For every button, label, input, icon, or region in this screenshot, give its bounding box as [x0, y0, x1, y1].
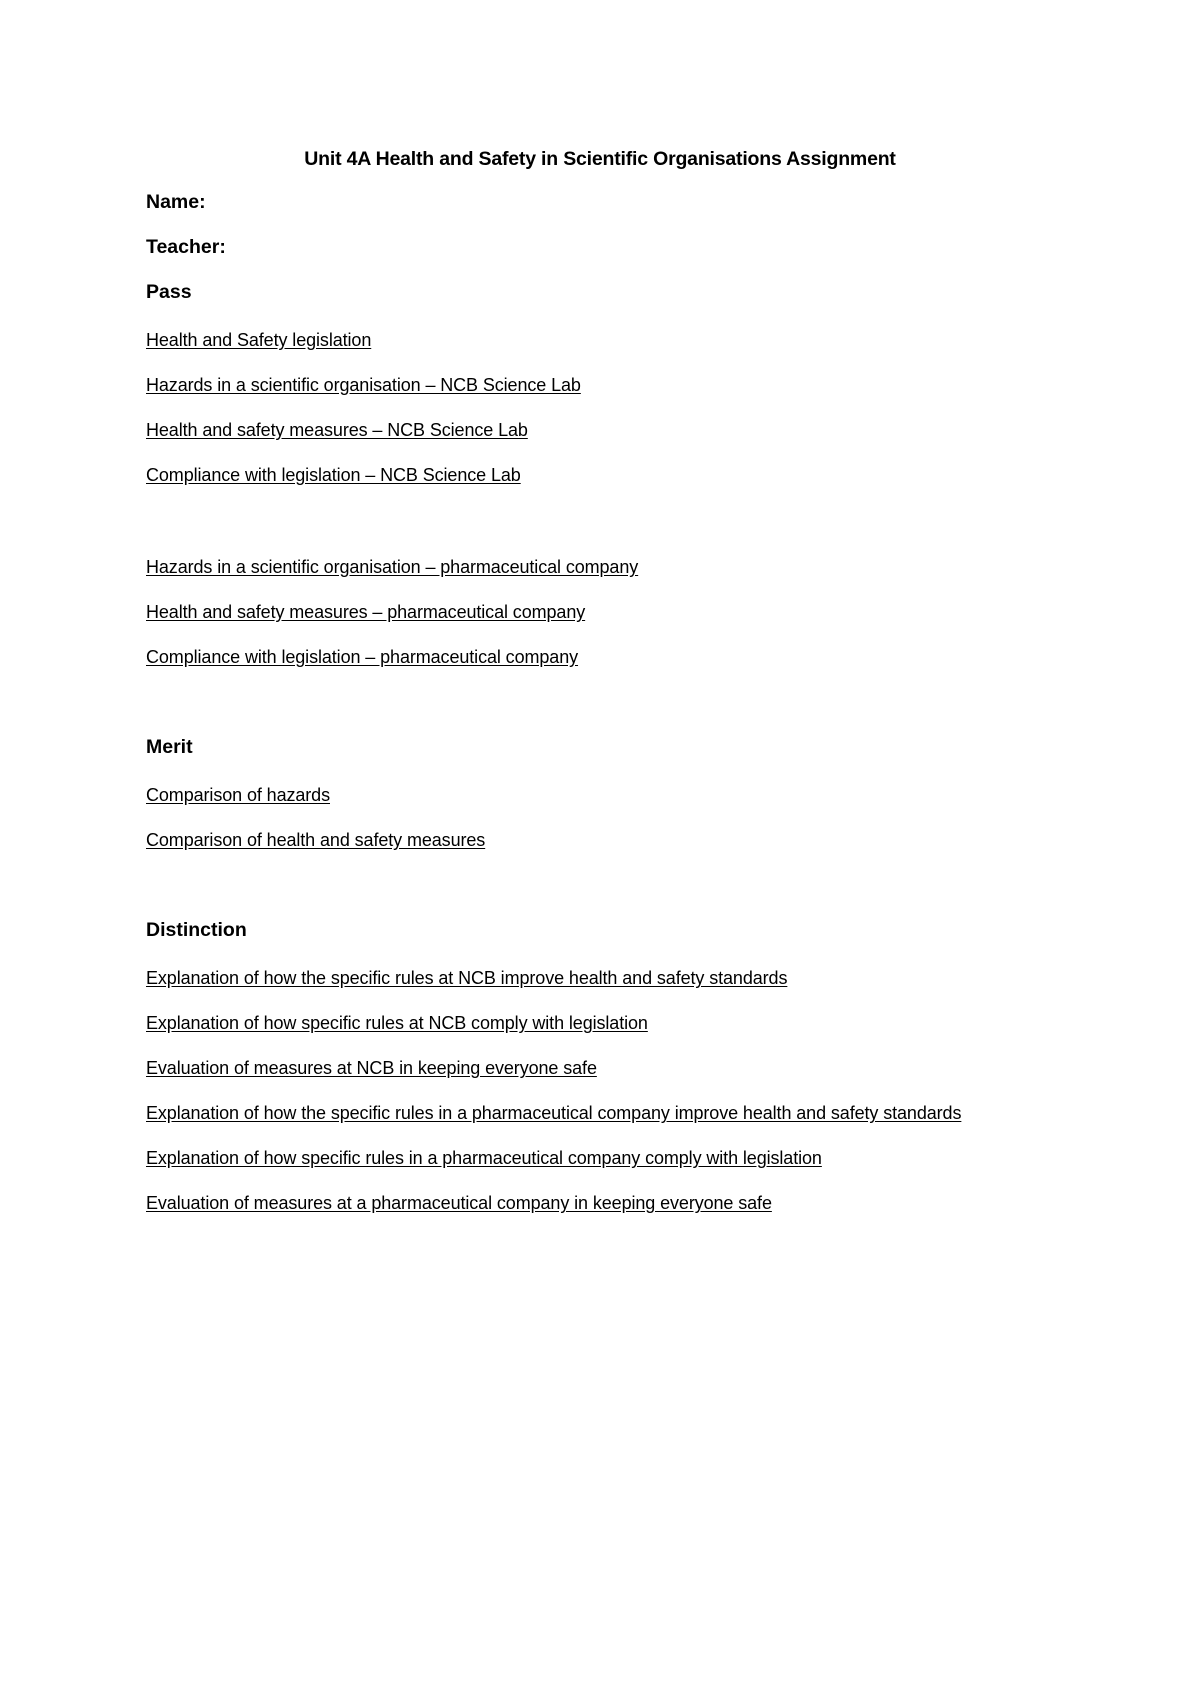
pass-link-legislation[interactable]: Health and Safety legislation: [146, 330, 372, 350]
pass-link-ncb-compliance[interactable]: Compliance with legislation – NCB Science Lab: [146, 465, 521, 485]
pass-ncb-list: [146, 326, 1026, 490]
pass-link-pharma-hazards[interactable]: Hazards in a scientific organisation – pharmaceutical company: [146, 557, 639, 577]
distinction-link-ncb-compliance[interactable]: Explanation of how specific rules at NCB comply with legislation: [146, 1013, 648, 1033]
pass-link-pharma-measures[interactable]: Health and safety measures – pharmaceutical company: [146, 602, 586, 622]
document-body: [146, 190, 1026, 1234]
merit-heading: Merit: [146, 736, 193, 758]
pass-link-ncb-measures[interactable]: Health and safety measures – NCB Science Lab: [146, 420, 528, 440]
distinction-link-pharma-evaluation[interactable]: Evaluation of measures at a pharmaceutical company in keeping everyone safe: [146, 1193, 772, 1213]
spacer: [146, 871, 1026, 918]
pass-link-pharma-compliance[interactable]: Compliance with legislation – pharmaceutical company: [146, 647, 579, 667]
merit-list: [146, 781, 1026, 855]
distinction-link-pharma-compliance[interactable]: Explanation of how specific rules in a pharmaceutical company comply with legislation: [146, 1148, 822, 1168]
spacer: [146, 506, 1026, 553]
spacer: [146, 688, 1026, 735]
pass-heading: Pass: [146, 281, 192, 303]
pass-link-ncb-hazards[interactable]: Hazards in a scientific organisation – NCB Science Lab: [146, 375, 581, 395]
distinction-heading: Distinction: [146, 919, 247, 941]
distinction-link-ncb-rules[interactable]: Explanation of how the specific rules at NCB improve health and safety standards: [146, 968, 788, 988]
distinction-link-ncb-evaluation[interactable]: Evaluation of measures at NCB in keeping everyone safe: [146, 1058, 597, 1078]
merit-link-measures[interactable]: Comparison of health and safety measures: [146, 830, 486, 850]
merit-link-hazards[interactable]: Comparison of hazards: [146, 785, 330, 805]
teacher-label: Teacher:: [146, 236, 226, 258]
name-label: Name:: [146, 191, 206, 213]
pass-pharma-list: [146, 553, 1026, 672]
distinction-link-pharma-rules[interactable]: Explanation of how the specific rules in a pharmaceutical company improve health and safety standards: [146, 1103, 962, 1123]
document-title: Unit 4A Health and Safety in Scientific Organisations Assignment: [304, 148, 896, 170]
distinction-list: [146, 964, 1026, 1218]
